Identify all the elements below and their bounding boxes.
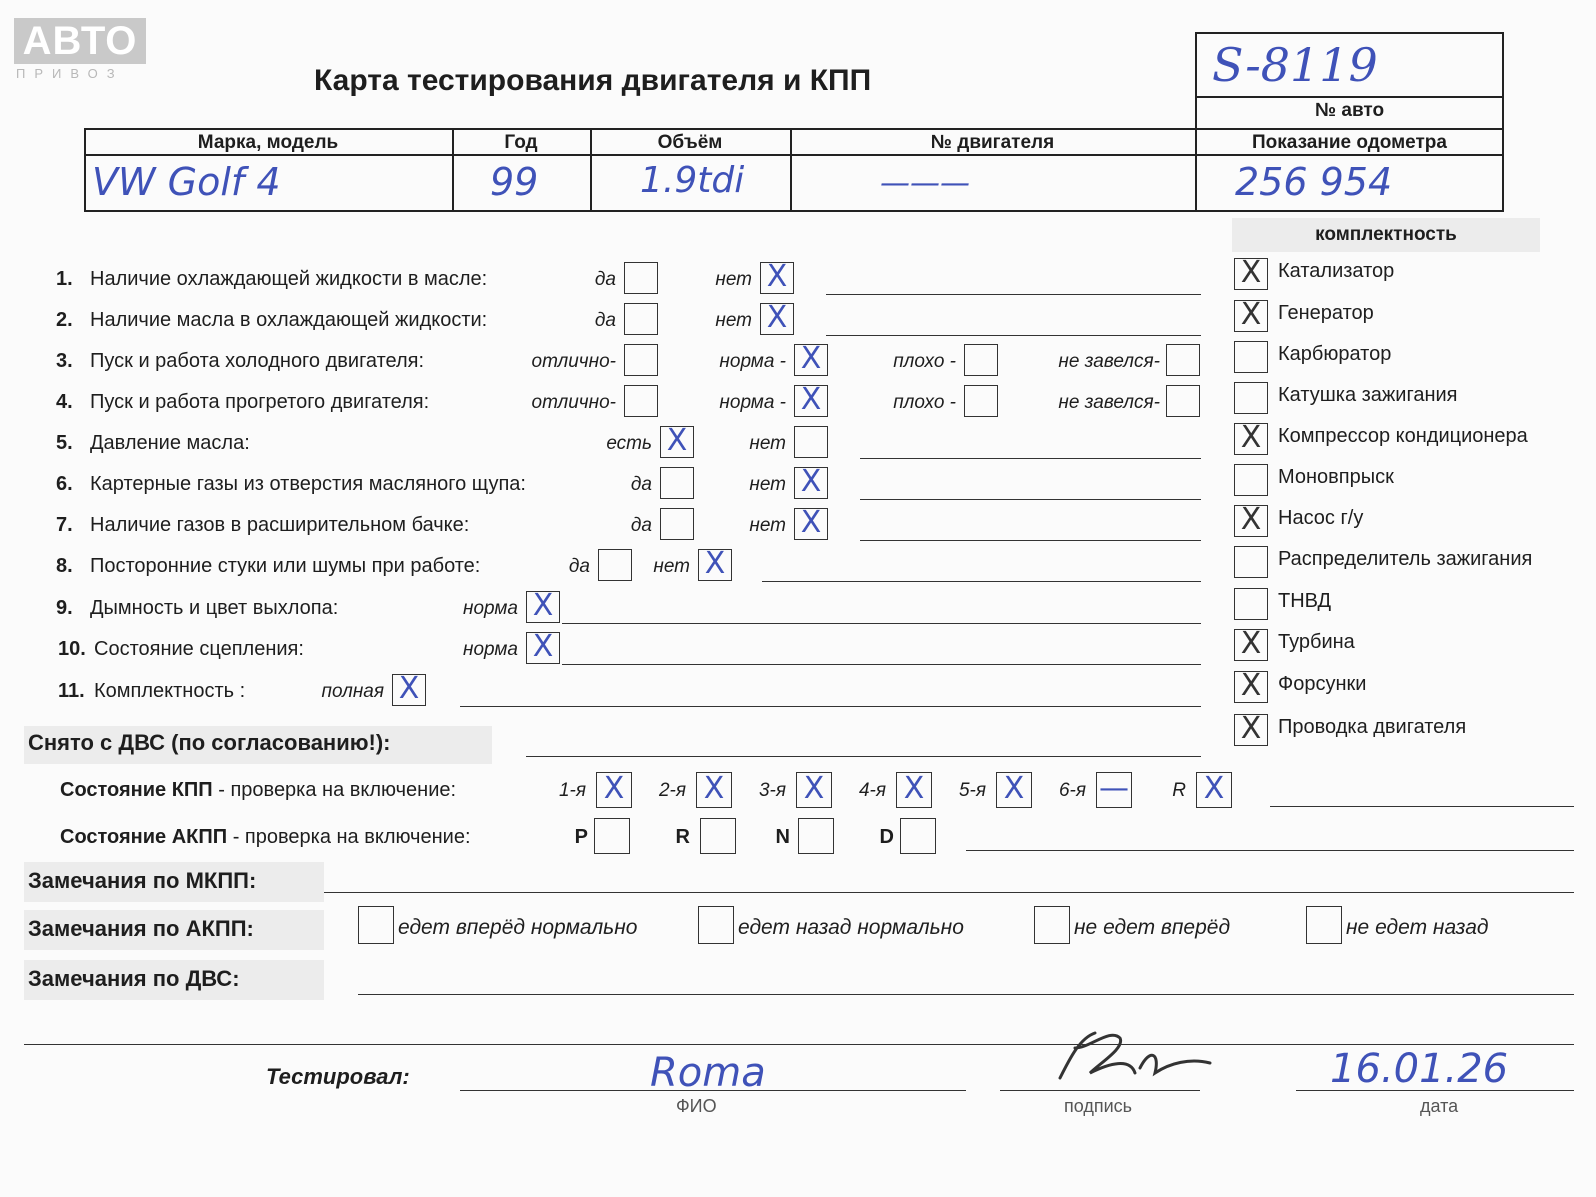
car-number-value: S-8119 (1212, 38, 1378, 92)
kit-checkbox[interactable]: X (1234, 629, 1268, 661)
remarks-akpp-label: Замечания по АКПП: (28, 916, 254, 941)
option-label: отлично- (531, 351, 616, 372)
kit-item-label: Генератор (1278, 302, 1374, 324)
option-checkbox[interactable] (660, 467, 694, 499)
option-checkbox[interactable] (964, 344, 998, 376)
answer-line (860, 499, 1201, 500)
gear-checkbox[interactable] (900, 818, 936, 854)
col-header-model: Марка, модель (197, 132, 339, 153)
remark-option-label: едет назад нормально (738, 916, 964, 939)
question-number: 10. (58, 638, 86, 660)
question-text: Состояние сцепления: (94, 638, 304, 660)
option-checkbox[interactable]: X (794, 508, 828, 540)
option-checkbox[interactable] (794, 426, 828, 458)
removed-from-engine-label: Снято с ДВС (по согласованию!): (28, 730, 391, 755)
option-label: да (630, 474, 652, 495)
option-label: норма (463, 639, 518, 660)
option-checkbox[interactable]: X (392, 674, 426, 706)
kit-checkbox[interactable] (1234, 341, 1268, 373)
remarks-engine-label: Замечания по ДВС: (28, 966, 240, 991)
kit-title: комплектность (1315, 224, 1457, 245)
remark-option-label: не едет назад (1346, 916, 1489, 939)
kit-item-label: Проводка двигателя (1278, 716, 1467, 738)
test-date: 16.01.26 (1330, 1046, 1509, 1092)
option-checkbox[interactable] (964, 385, 998, 417)
tester-name: Roma (650, 1050, 766, 1096)
question-text: Наличие охлаждающей жидкости в масле: (90, 268, 488, 290)
gear-checkbox[interactable]: X (1196, 772, 1232, 808)
kpp-label-bold: Состояние КПП (60, 779, 213, 801)
kit-item-label: Турбина (1278, 631, 1355, 653)
gear-checkbox[interactable] (700, 818, 736, 854)
kit-item-label: ТНВД (1278, 590, 1332, 612)
question-text: Картерные газы из отверстия масляного щупа: (90, 473, 526, 495)
kit-item-label: Катализатор (1278, 260, 1395, 282)
option-checkbox[interactable] (660, 508, 694, 540)
gear-checkbox[interactable] (594, 818, 630, 854)
kit-checkbox[interactable]: X (1234, 258, 1268, 290)
option-checkbox[interactable] (624, 385, 658, 417)
option-label: норма - (719, 392, 786, 413)
remark-checkbox[interactable] (358, 906, 394, 944)
question-text: Посторонние стуки или шумы при работе: (90, 555, 481, 577)
gear-label: 3-я (758, 780, 786, 801)
value-odometer: 256 954 (1235, 160, 1393, 204)
gear-checkbox[interactable]: X (696, 772, 732, 808)
gear-label: 1-я (558, 780, 586, 801)
akpp-label (60, 826, 471, 849)
answer-line (562, 623, 1201, 624)
kit-item-label: Катушка зажигания (1278, 384, 1458, 406)
kit-checkbox[interactable] (1234, 588, 1268, 620)
question-number: 5. (56, 432, 73, 454)
remark-option-label: не едет вперёд (1074, 916, 1231, 939)
option-checkbox[interactable]: X (760, 262, 794, 294)
question-text: Наличие масла в охлаждающей жидкости: (90, 309, 488, 331)
option-checkbox[interactable]: X (526, 591, 560, 623)
question-number: 7. (56, 514, 73, 536)
gear-label: 5-я (958, 780, 986, 801)
akpp-label-bold: Состояние АКПП (60, 826, 228, 848)
tested-by-label: Тестировал: (266, 1064, 410, 1089)
signature-caption: подпись (1064, 1096, 1133, 1116)
question-text: Давление масла: (90, 432, 250, 454)
option-checkbox[interactable]: X (794, 467, 828, 499)
kit-checkbox[interactable]: X (1234, 714, 1268, 746)
option-label: не завелся- (1058, 351, 1160, 372)
answer-line (762, 581, 1201, 582)
gear-label: 6-я (1058, 780, 1086, 801)
kit-item-label: Карбюратор (1278, 343, 1392, 365)
question-number: 3. (56, 350, 73, 372)
question-number: 8. (56, 555, 73, 577)
answer-line (826, 335, 1201, 336)
option-label: нет (715, 310, 752, 331)
value-engine-number: ——— (880, 166, 970, 201)
question-number: 6. (56, 473, 73, 495)
car-number-label: № авто (1314, 100, 1385, 121)
option-label: отлично- (531, 392, 616, 413)
answer-line (562, 664, 1201, 665)
question-text: Дымность и цвет выхлопа: (90, 597, 339, 619)
option-checkbox[interactable] (598, 549, 632, 581)
kit-item-label: Компрессор кондиционера (1278, 425, 1528, 447)
question-text: Пуск и работа прогретого двигателя: (90, 391, 430, 413)
col-header-volume: Объём (657, 132, 723, 153)
option-label: да (630, 515, 652, 536)
gear-checkbox[interactable]: X (596, 772, 632, 808)
page-title: Карта тестирования двигателя и КПП (314, 64, 872, 97)
option-label: да (594, 310, 616, 331)
question-number: 9. (56, 597, 73, 619)
option-label: нет (749, 515, 786, 536)
gear-label: 2-я (658, 780, 686, 801)
remark-option-label: едет вперёд нормально (398, 916, 638, 939)
option-checkbox[interactable] (624, 262, 658, 294)
option-checkbox[interactable] (624, 303, 658, 335)
kit-checkbox[interactable]: X (1234, 671, 1268, 703)
kit-checkbox[interactable] (1234, 382, 1268, 414)
option-label: да (594, 269, 616, 290)
kit-checkbox[interactable]: X (1234, 300, 1268, 332)
signature (1050, 1018, 1220, 1098)
option-checkbox[interactable] (1166, 385, 1200, 417)
value-year: 99 (490, 160, 539, 204)
kpp-label-rest: - проверка на включение: (212, 779, 457, 801)
col-header-engine-number: № двигателя (930, 132, 1055, 153)
kit-item-label: Моновпрыск (1278, 466, 1394, 488)
col-header-year: Год (504, 132, 538, 153)
option-label: нет (653, 556, 690, 577)
question-number: 4. (56, 391, 73, 413)
question-number: 2. (56, 309, 73, 331)
question-text: Наличие газов в расширительном бачке: (90, 514, 470, 536)
kit-item-label: Форсунки (1278, 673, 1367, 695)
answer-line (860, 458, 1201, 459)
option-label: нет (715, 269, 752, 290)
option-label: норма (463, 598, 518, 619)
gear-checkbox[interactable]: X (996, 772, 1032, 808)
gear-label: R (1172, 780, 1186, 801)
date-caption: дата (1420, 1096, 1459, 1116)
gear-checkbox[interactable]: X (796, 772, 832, 808)
option-checkbox[interactable]: X (698, 549, 732, 581)
kit-checkbox[interactable] (1234, 464, 1268, 496)
logo: АВТО (14, 18, 146, 64)
option-checkbox[interactable]: X (760, 303, 794, 335)
question-text: Комплектность : (94, 680, 246, 702)
question-number: 11. (58, 680, 85, 702)
option-checkbox[interactable] (1166, 344, 1200, 376)
option-checkbox[interactable]: X (526, 632, 560, 664)
option-label: плохо - (893, 392, 956, 413)
option-label: норма - (719, 351, 786, 372)
gear-checkbox[interactable]: — (1096, 772, 1132, 808)
gear-label: P (574, 826, 588, 848)
kit-item-label: Насос г/у (1278, 507, 1364, 529)
option-checkbox[interactable]: X (660, 426, 694, 458)
gear-label: D (879, 826, 894, 848)
answer-line (460, 706, 1201, 707)
value-volume: 1.9tdi (640, 160, 745, 201)
option-label: есть (606, 433, 652, 454)
value-model: VW Golf 4 (92, 160, 281, 204)
option-label: да (568, 556, 590, 577)
remark-checkbox[interactable] (1034, 906, 1070, 944)
kit-checkbox[interactable]: X (1234, 505, 1268, 537)
option-label: полная (321, 681, 384, 702)
gear-label: N (775, 826, 790, 848)
option-checkbox[interactable]: X (794, 344, 828, 376)
gear-checkbox[interactable] (798, 818, 834, 854)
tester-name-caption: ФИО (676, 1096, 717, 1116)
kpp-label (60, 779, 456, 802)
option-checkbox[interactable]: X (794, 385, 828, 417)
answer-line (826, 294, 1201, 295)
kit-checkbox[interactable] (1234, 546, 1268, 578)
remarks-mkpp-label: Замечания по МКПП: (28, 868, 257, 893)
kit-item-label: Распределитель зажигания (1278, 548, 1533, 570)
gear-checkbox[interactable]: X (896, 772, 932, 808)
option-label: плохо - (893, 351, 956, 372)
answer-line (860, 540, 1201, 541)
option-checkbox[interactable] (624, 344, 658, 376)
question-number: 1. (56, 268, 73, 290)
gear-label: R (675, 826, 690, 848)
option-label: нет (749, 433, 786, 454)
option-label: нет (749, 474, 786, 495)
remark-checkbox[interactable] (1306, 906, 1342, 944)
gear-label: 4-я (858, 780, 886, 801)
question-text: Пуск и работа холодного двигателя: (90, 350, 425, 372)
remark-checkbox[interactable] (698, 906, 734, 944)
logo-subtitle: ПРИВОЗ (16, 66, 124, 81)
col-header-odometer: Показание одометра (1252, 132, 1447, 153)
akpp-label-rest: - проверка на включение: (227, 826, 471, 848)
option-label: не завелся- (1058, 392, 1160, 413)
kit-checkbox[interactable]: X (1234, 423, 1268, 455)
